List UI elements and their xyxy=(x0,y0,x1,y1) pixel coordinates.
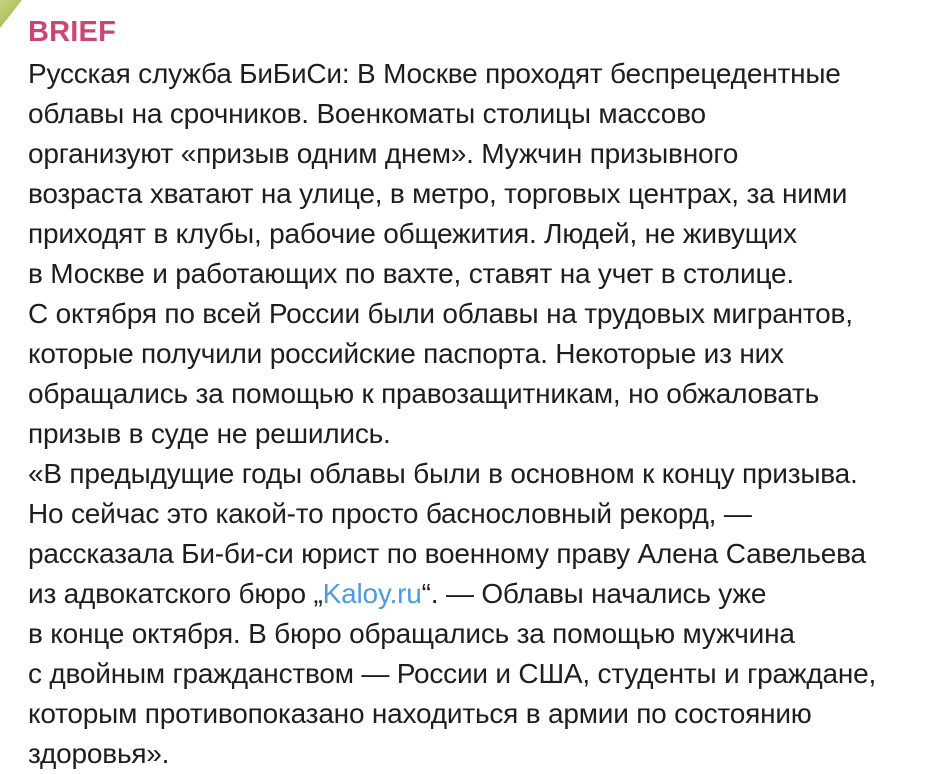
message-line xyxy=(28,414,918,454)
message-segment: С октября по всей России были облавы на трудовых мигрантов, xyxy=(28,298,853,329)
message-line xyxy=(28,334,918,374)
message-line xyxy=(28,614,918,654)
message-segment: с двойным гражданством — России и США, студенты и граждане, xyxy=(28,658,877,689)
message-line xyxy=(28,254,918,294)
message-segment: обращались за помощью к правозащитникам, но обжаловать xyxy=(28,378,820,409)
message-line xyxy=(28,654,918,694)
message-segment: приходят в клубы, рабочие общежития. Людей, не живущих xyxy=(28,218,797,249)
message-line xyxy=(28,574,918,614)
message-line xyxy=(28,374,918,414)
message-segment: Но сейчас это какой-то просто баснословный рекорд, — xyxy=(28,498,752,529)
message-line xyxy=(28,94,918,134)
message-segment: в конце октября. В бюро обращались за помощью мужчина xyxy=(28,618,795,649)
channel-name[interactable]: BRIEF xyxy=(28,16,116,48)
message-line xyxy=(28,54,918,94)
message-line xyxy=(28,494,918,534)
message-line xyxy=(28,174,918,214)
message-segment: которым противопоказано находиться в армии по состоянию xyxy=(28,698,812,729)
message-segment: возраста хватают на улице, в метро, торговых центрах, за ними xyxy=(28,178,848,209)
message-line xyxy=(28,534,918,574)
message-line xyxy=(28,734,918,774)
message-segment: «В предыдущие годы облавы были в основном к концу призыва. xyxy=(28,458,858,489)
kaloy-link[interactable]: Kaloy.ru xyxy=(322,578,422,609)
message-text xyxy=(28,54,918,774)
message-segment: которые получили российские паспорта. Некоторые из них xyxy=(28,338,784,369)
message-segment: Русская служба БиБиСи: В Москве проходят беспрецедентные xyxy=(28,58,841,89)
message-line xyxy=(28,214,918,254)
message-segment: из адвокатского бюро „ xyxy=(28,578,323,609)
message-segment: в Москве и работающих по вахте, ставят на учет в столице. xyxy=(28,258,794,289)
telegram-post xyxy=(28,10,918,774)
message-line xyxy=(28,454,918,494)
message-segment: облавы на срочников. Военкоматы столицы массово xyxy=(28,98,706,129)
message-line xyxy=(28,294,918,334)
message-line xyxy=(28,694,918,734)
message-line xyxy=(28,134,918,174)
message-segment: организуют «призыв одним днем». Мужчин призывного xyxy=(28,138,739,169)
message-segment: здоровья». xyxy=(28,738,170,769)
avatar-corner-fragment xyxy=(0,0,22,28)
message-segment: рассказала Би-би-си юрист по военному праву Алена Савельева xyxy=(28,538,866,569)
message-segment: “. — Облавы начались уже xyxy=(421,578,767,609)
message-segment: призыв в суде не решились. xyxy=(28,418,391,449)
